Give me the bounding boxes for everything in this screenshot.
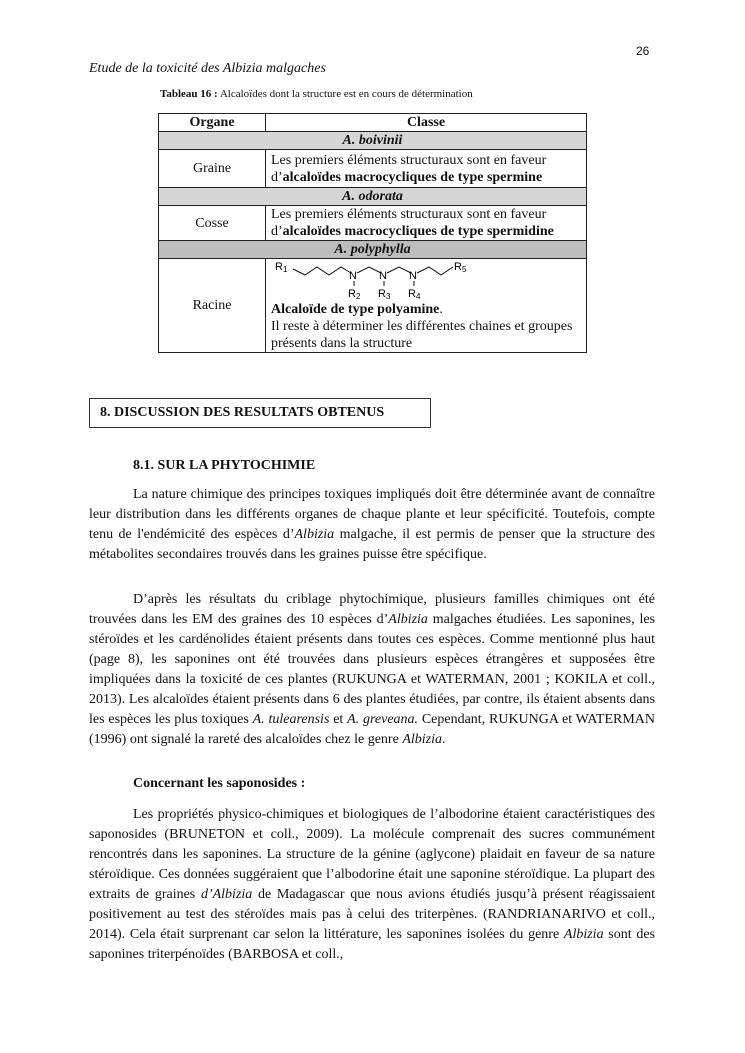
svg-text:R3: R3: [378, 288, 391, 301]
polyamine-structure: [271, 259, 471, 301]
header-classe: Classe: [266, 114, 587, 132]
caption-label: Tableau 16 :: [160, 88, 218, 100]
table-caption: [160, 88, 473, 100]
alkaloid-table: [158, 113, 587, 353]
text-run: sont des saponines triterpénoïdes (BARBOSA et coll.,: [89, 927, 656, 962]
paragraph: [89, 590, 655, 750]
page-number: 26: [636, 44, 650, 58]
svg-text:N: N: [409, 270, 417, 282]
class-cell: [266, 150, 587, 188]
svg-text:R2: R2: [348, 288, 361, 301]
text-run: .: [441, 732, 446, 747]
italic-text: A. tulearensis: [252, 712, 330, 727]
italic-text: Albizia: [388, 612, 428, 627]
running-header: Etude de la toxicité des Albizia malgaches: [89, 61, 326, 76]
r1-label: R1: [275, 261, 288, 274]
italic-text: A. greveana.: [347, 712, 419, 727]
paragraph: [89, 485, 655, 565]
text-run: de Madagascar que nous avions étudiés jusqu’à présent réagissaient positivement au test des stéroïdes mais pas à celui des triterpènes. (RANDRIANARIVO et coll., 2014). Cela était surprenant car selon la littérature, les saponines isolées du genre: [89, 887, 656, 942]
text-run: malgaches étudiées. Les saponines, les stéroïdes et les cardénolides étaient présents dans toutes ces espèces. Comme mentionné plus haut (page 8), les saponines ont été trouvées dans plusieurs espèces étrangères et supposées être impliquées dans la toxicité de ces plantes (RUKUNGA et WATERMAN, 2001 ; KOKILA et coll., 2013). Les alcaloïdes étaient présents dans 6 des plantes étudiées, par contre, ils étaient absents dans les espèces les plus toxiques: [89, 612, 656, 727]
text-run: malgache, il est permis de penser que la structure des métabolites secondaires trouvés dans les graines puisse être spécifique.: [89, 527, 655, 562]
class-cell: N N N R1 R5 R2 R3 R4 Alcaloïde de type polyamine. Il reste à déterminer les différentes chaines et groupes présents dans la structure: [266, 259, 587, 353]
svg-text:R4: R4: [408, 288, 421, 301]
section-title-box: 8. DISCUSSION DES RESULTATS OBTENUS: [89, 398, 431, 428]
text-run: La nature chimique des principes toxiques impliqués doit être déterminée avant de connaître leur distribution dans les différents organes de chaque plante et leur spécificité. Toutefois, compte tenu de l'endémicité des espèces d’: [89, 487, 655, 542]
text-run: D’après les résultats du criblage phytochimique, plusieurs familles chimiques ont été trouvées dans les EM des graines des 10 espèces d’: [89, 592, 655, 627]
organ-cell: Racine: [159, 259, 266, 353]
class-text: Il reste à déterminer les différentes chaines et groupes présents dans la structure: [271, 319, 573, 351]
caption-text: Alcaloïdes dont la structure est en cours de détermination: [217, 88, 473, 100]
species-row: A. odorata: [159, 188, 587, 206]
italic-text: Albizia: [402, 732, 442, 747]
subheading: Concernant les saponosides :: [133, 776, 306, 791]
class-bold: alcaloïdes macrocycliques de type spermine: [282, 169, 543, 185]
italic-text: d’Albizia: [200, 887, 253, 902]
paragraph: [89, 805, 655, 965]
subsection-title: 8.1. SUR LA PHYTOCHIMIE: [133, 458, 316, 473]
class-text: Les premiers éléments structuraux sont en faveur d’: [271, 207, 547, 239]
italic-text: Albizia: [294, 527, 335, 542]
text-run: Les propriétés physico-chimiques et biologiques de l’albodorine étaient caractéristiques des saponosides (BRUNETON et coll., 2009). La molécule comprenait des sucres communément rencontrés dans les saponines. La structure de la génine (aglycone) plaidait en faveur de sa nature stéroïdique. Ces données suggéraient que l’albodorine était une saponine stéroïdique. La plupart des extraits de graines: [89, 807, 655, 902]
n-label: N: [349, 270, 357, 282]
header-organe: Organe: [159, 114, 266, 132]
organ-cell: Graine: [159, 150, 266, 188]
svg-text:R5: R5: [454, 261, 467, 274]
class-bold: alcaloïdes macrocycliques de type spermidine: [282, 224, 554, 239]
svg-text:N: N: [379, 270, 387, 282]
italic-text: Albizia: [563, 927, 604, 942]
class-text: Les premiers éléments structuraux sont en faveur d’: [271, 152, 547, 185]
text-run: et: [329, 712, 348, 727]
organ-cell: Cosse: [159, 206, 266, 241]
species-row: A. boivinii: [159, 132, 587, 150]
text-run: Cependant, RUKUNGA et WATERMAN (1996) ont signalé la rareté des alcaloïdes chez le genre: [89, 712, 655, 747]
species-row: A. polyphylla: [159, 241, 587, 259]
class-cell: [266, 206, 587, 241]
class-bold: Alcaloïde de type polyamine: [271, 302, 440, 317]
